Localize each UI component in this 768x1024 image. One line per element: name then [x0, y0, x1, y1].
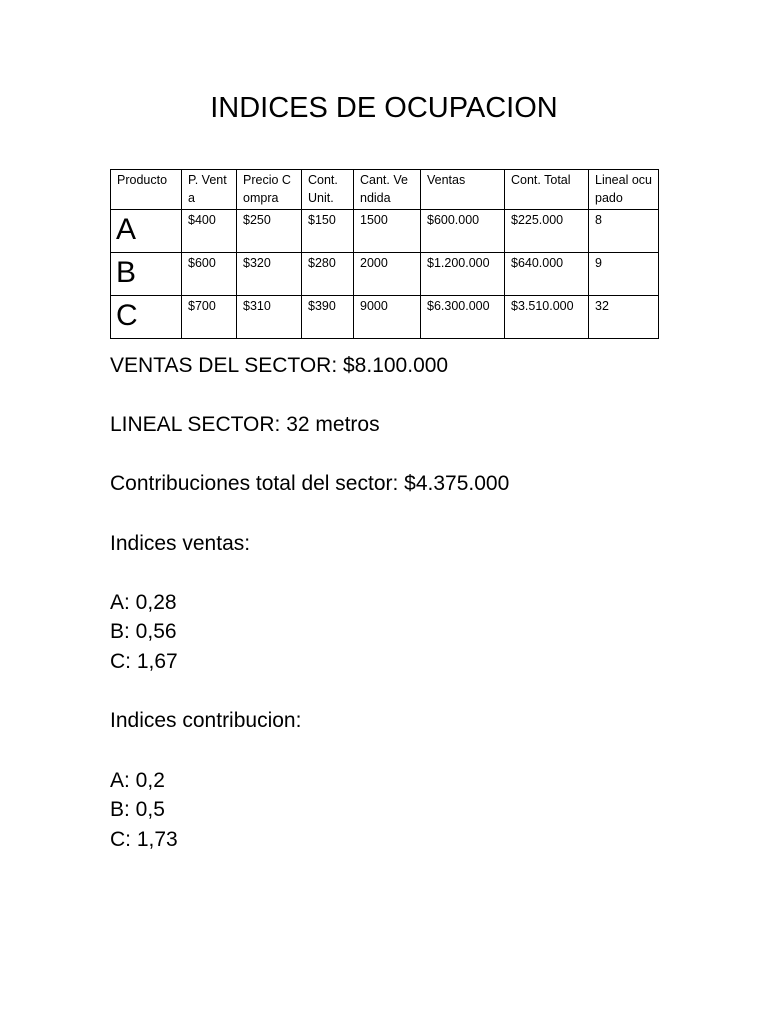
table-cell-p-venta: $700 — [182, 296, 237, 339]
ventas-sector-line: VENTAS DEL SECTOR: $8.100.000 — [110, 354, 449, 377]
column-header-cant-vendida: Cant. Vendida — [354, 170, 421, 210]
table-cell-cont-unit: $150 — [302, 210, 354, 253]
indice-contribucion-a: A: 0,2 — [110, 769, 165, 792]
table-cell-ventas: $6.300.000 — [421, 296, 505, 339]
indice-contribucion-c: C: 1,73 — [110, 828, 178, 851]
table-cell-p-venta: $600 — [182, 253, 237, 296]
table-cell-lineal-ocupado: 32 — [589, 296, 659, 339]
table-cell-precio-compra: $250 — [237, 210, 302, 253]
table-row — [111, 253, 659, 296]
table-cell-ventas: $600.000 — [421, 210, 505, 253]
table-cell-cant-vendida: 9000 — [354, 296, 421, 339]
table-cell-cont-unit: $390 — [302, 296, 354, 339]
table-cell-lineal-ocupado: 8 — [589, 210, 659, 253]
table-header-row — [111, 170, 659, 210]
column-header-cont-unit: Cont. Unit. — [302, 170, 354, 210]
table-row — [111, 296, 659, 339]
indice-ventas-b: B: 0,56 — [110, 620, 177, 643]
column-header-lineal-ocupado: Lineal ocupado — [589, 170, 659, 210]
table-row — [111, 210, 659, 253]
indice-ventas-a: A: 0,28 — [110, 591, 177, 614]
table-cell-cont-total: $225.000 — [505, 210, 589, 253]
contribuciones-sector-line: Contribuciones total del sector: $4.375.000 — [110, 472, 510, 495]
table-cell-cont-unit: $280 — [302, 253, 354, 296]
table-cell-producto: C — [111, 296, 182, 339]
table-cell-cant-vendida: 1500 — [354, 210, 421, 253]
indice-contribucion-b: B: 0,5 — [110, 798, 165, 821]
table-cell-precio-compra: $320 — [237, 253, 302, 296]
column-header-ventas: Ventas — [421, 170, 505, 210]
column-header-precio-compra: Precio Compra — [237, 170, 302, 210]
occupancy-table — [110, 169, 659, 339]
indice-ventas-c: C: 1,67 — [110, 650, 178, 673]
table-cell-lineal-ocupado: 9 — [589, 253, 659, 296]
column-header-producto: Producto — [111, 170, 182, 210]
column-header-cont-total: Cont. Total — [505, 170, 589, 210]
table-cell-producto: A — [111, 210, 182, 253]
table-cell-p-venta: $400 — [182, 210, 237, 253]
table-cell-cont-total: $3.510.000 — [505, 296, 589, 339]
table-cell-ventas: $1.200.000 — [421, 253, 505, 296]
table-cell-precio-compra: $310 — [237, 296, 302, 339]
page-title: INDICES DE OCUPACION — [210, 92, 558, 124]
table-cell-producto: B — [111, 253, 182, 296]
lineal-sector-line: LINEAL SECTOR: 32 metros — [110, 413, 380, 436]
indices-ventas-heading: Indices ventas: — [110, 532, 251, 555]
table-cell-cant-vendida: 2000 — [354, 253, 421, 296]
table-cell-cont-total: $640.000 — [505, 253, 589, 296]
indices-contribucion-heading: Indices contribucion: — [110, 709, 302, 732]
column-header-p-venta: P. Venta — [182, 170, 237, 210]
